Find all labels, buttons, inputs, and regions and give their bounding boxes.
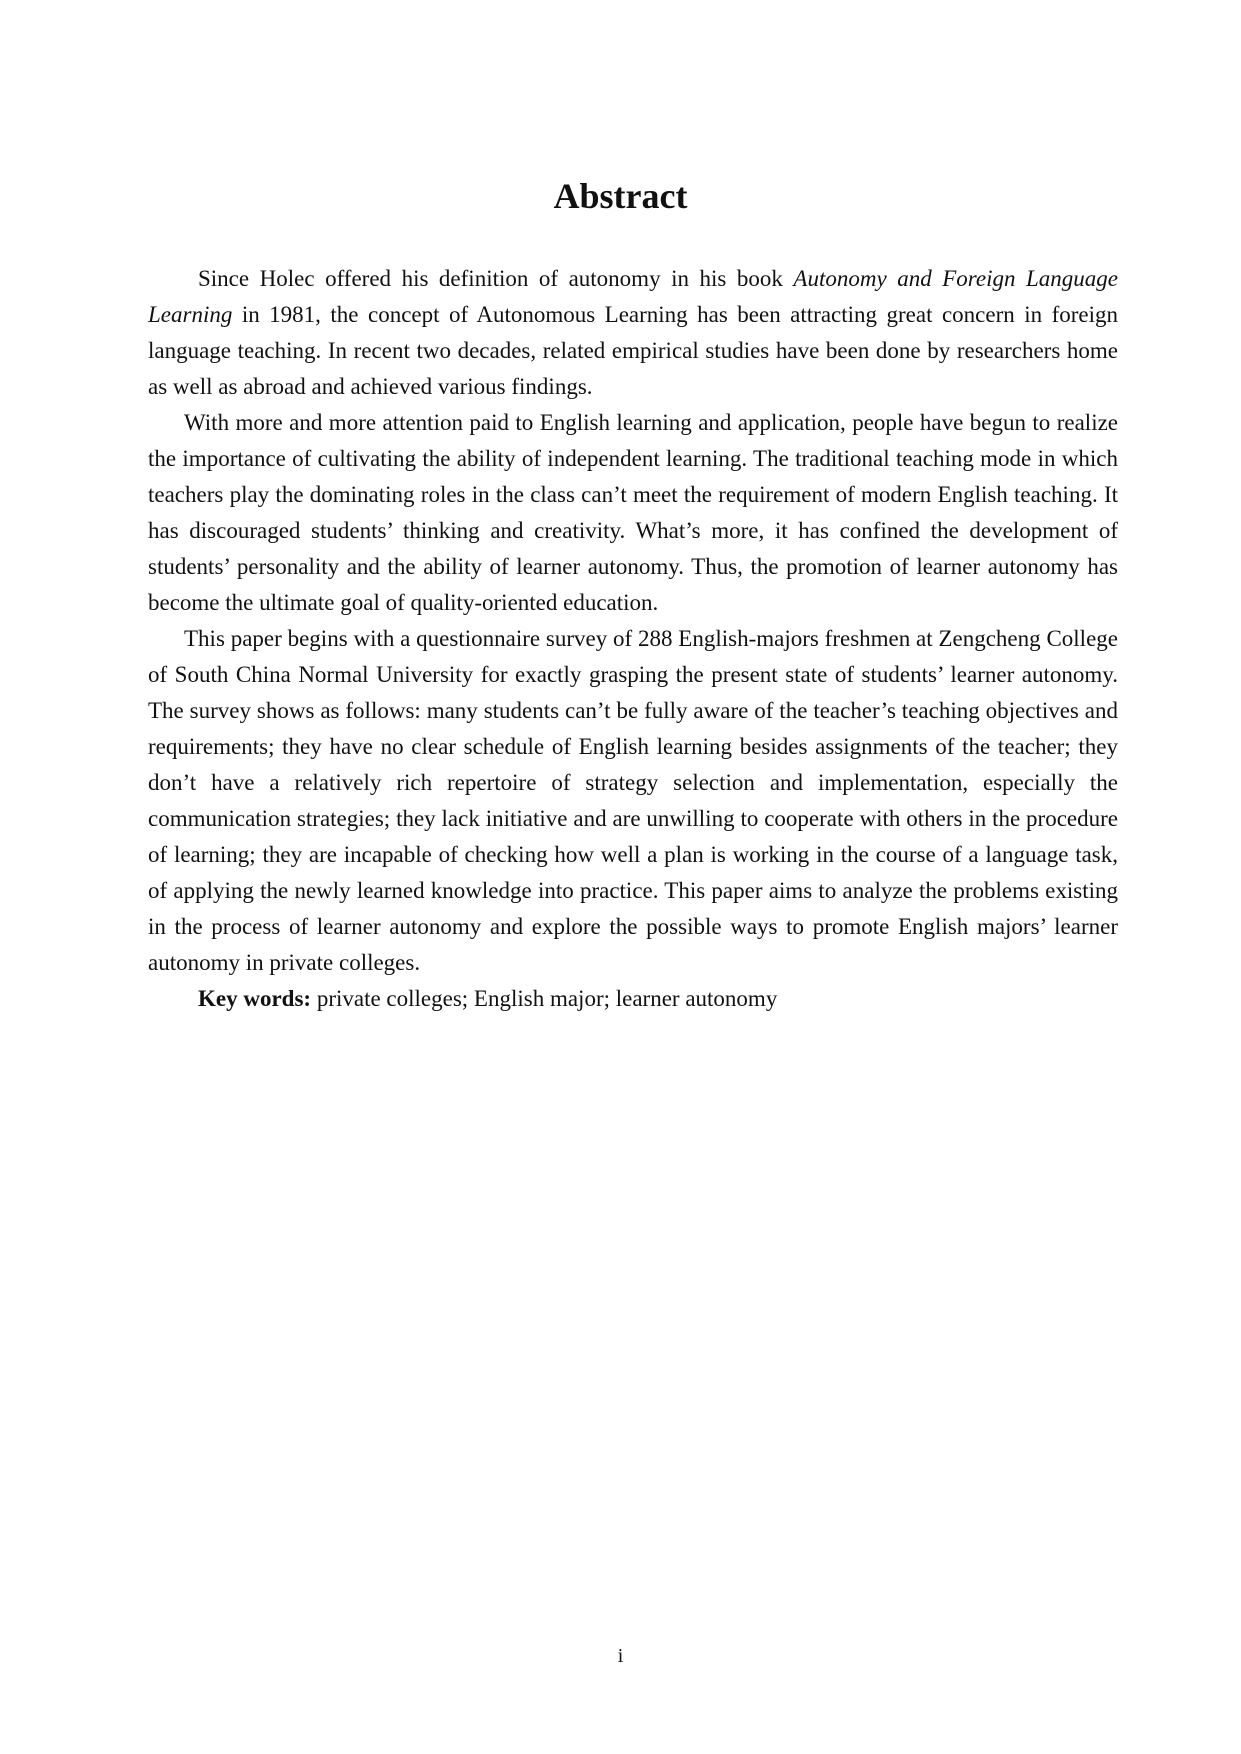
book-title: Autonomy and Foreign Language Learning <box>148 266 1118 327</box>
paragraph-text: With more and more attention paid to English learning and application, people have begun to realize the importance of cultivating the ability of independent learning. The traditional teaching mode in which teachers play the dominating roles in the class can’t meet the requirement of modern English teaching. It has discouraged students’ thinking and creativity. What’s more, it has confined the development of students’ personality and the ability of learner autonomy. Thus, the promotion of learner autonomy has become the ultimate goal of quality-oriented education. <box>148 410 1118 615</box>
keywords-line <box>148 981 1118 1017</box>
abstract-body <box>148 261 1118 1017</box>
paragraph-text: Since Holec offered his definition of autonomy in his book <box>198 266 794 291</box>
abstract-paragraph-3 <box>148 621 1118 981</box>
page-title: Abstract <box>553 176 688 216</box>
keywords-text: private colleges; English major; learner autonomy <box>311 986 778 1011</box>
page-number: i <box>617 1645 624 1667</box>
keywords-label: Key words: <box>198 986 312 1011</box>
paragraph-text: in 1981, the concept of Autonomous Learning has been attracting great concern in foreign language teaching. In recent two decades, related empirical studies have been done by researchers home as well as abroad and achieved various findings. <box>148 302 1118 399</box>
abstract-paragraph-1 <box>148 261 1118 405</box>
abstract-paragraph-2 <box>148 405 1118 621</box>
paragraph-text: This paper begins with a questionnaire survey of 288 English-majors freshmen at Zengcheng College of South China Normal University for exactly grasping the present state of students’ learner autonomy. The survey shows as follows: many students can’t be fully aware of the teacher’s teaching objectives and requirements; they have no clear schedule of English learning besides assignments of the teacher; they don’t have a relatively rich repertoire of strategy selection and implementation, especially the communication strategies; they lack initiative and are unwilling to cooperate with others in the procedure of learning; they are incapable of checking how well a plan is working in the course of a language task, of applying the newly learned knowledge into practice. This paper aims to analyze the problems existing in the process of learner autonomy and explore the possible ways to promote English majors’ learner autonomy in private colleges. <box>148 626 1118 975</box>
